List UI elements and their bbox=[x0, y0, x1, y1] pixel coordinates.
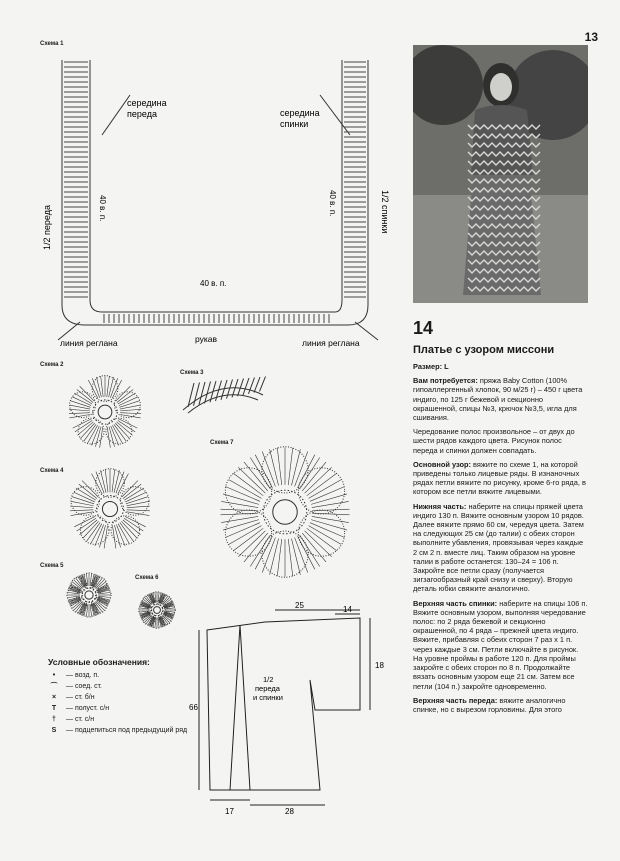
scheme-7-label: Схема 7 bbox=[210, 440, 234, 446]
pattern-number: 14 bbox=[413, 318, 434, 338]
legend-symbol: ⌒ bbox=[50, 683, 58, 690]
legend-symbol: × bbox=[51, 694, 57, 701]
scheme-6-label: Схема 6 bbox=[135, 575, 159, 581]
ch40-left: 40 в. п. bbox=[98, 195, 107, 222]
legend-symbol: † bbox=[52, 716, 56, 723]
scheme-3-motif bbox=[178, 375, 268, 420]
legend-text: — полуст. с/н bbox=[66, 705, 110, 712]
scheme-5-motif bbox=[62, 570, 117, 620]
legend-text: — ст. б/н bbox=[66, 694, 95, 701]
scheme-3-label: Схема 3 bbox=[180, 370, 204, 376]
raglan-right: линия реглана bbox=[302, 338, 360, 348]
legend-item bbox=[48, 681, 198, 692]
size-label: Размер: bbox=[413, 362, 443, 371]
legend-title: Условные обозначения: bbox=[48, 657, 150, 667]
half-pattern-label: 1/2 переда и спинки bbox=[253, 675, 283, 702]
legend-text: — подцепиться под предыдущий ряд bbox=[66, 727, 188, 734]
model-photo bbox=[413, 45, 588, 303]
legend-text: — возд. п. bbox=[66, 672, 100, 679]
scheme-1-diagram bbox=[30, 50, 400, 360]
mid-front-label: середина переда bbox=[127, 98, 167, 119]
raglan-left: линия реглана bbox=[60, 338, 118, 348]
front-label: Верхняя часть переда: bbox=[413, 695, 498, 705]
back-label: Верхняя часть спинки: bbox=[413, 598, 498, 608]
mid-back-label: середина спинки bbox=[280, 108, 320, 129]
lower-label: Нижняя часть: bbox=[413, 501, 467, 511]
half-back-label: 1/2 спинки bbox=[380, 190, 390, 234]
legend-symbol: • bbox=[52, 672, 56, 679]
scheme-1-label: Схема 1 bbox=[40, 41, 64, 47]
legend-item bbox=[48, 692, 198, 703]
need-label: Вам потребуется: bbox=[413, 376, 478, 386]
garment-pattern bbox=[185, 600, 400, 820]
main-text: вяжите по схеме 1, на которой приведены только лицевые ряды. В изнаночных рядах петли вяжите по рисунку, кроме 6-го ряда, в котором все петли вяжите лицевыми. bbox=[413, 459, 586, 497]
scheme-6-motif bbox=[135, 588, 180, 633]
sleeve-label: рукав bbox=[195, 334, 218, 344]
size-value: L bbox=[444, 362, 449, 371]
ch40-right: 40 в. п. bbox=[328, 190, 337, 217]
legend-item bbox=[48, 670, 198, 681]
pattern-title: Платье с узором миссони bbox=[413, 344, 555, 356]
dim-28: 28 bbox=[285, 807, 294, 816]
lower-text: наберите на спицы пряжей цвета индиго 130 п. Вяжите основным узором 10 рядов. Далее вяжите прямо 60 см, чередуя цвета. Затем на следующих 25 см (до талии) с обеих сторон выполните убавления, провязывая через каждые 2 см 2 п. вместе лиц. Таким образом на уровне талии в работе останется: 130–24 = 106 п. Закройте все петли сразу (получается зигзагообразный край снизу и сверху). Вторую деталь юбки свяжите аналогично. bbox=[413, 501, 584, 594]
dim-14: 14 bbox=[343, 605, 352, 614]
legend-item bbox=[48, 703, 198, 714]
legend-symbol: T bbox=[51, 705, 57, 712]
front-text: вяжите аналогично спинке, но с вырезом горловины. Для этого bbox=[413, 695, 566, 714]
back-text: наберите на спицы 106 п. Вяжите основным узором, выполняя чередование полос: по 2 ряда бежевой и секционно окрашенной, по 4 ряда – прежней цвета индиго. Вяжите, прибавляя с обеих сторон 7 раз х 1 п. через каждые 3 см. Петли включайте в рисунок. На уровне проймы в работе 120 п. Для проймы закройте с обеих сторон по 8 п. Продолжайте вязать основным узором еще 21 см. Затем все петли (104 п.) закройте одновременно. bbox=[413, 598, 588, 691]
dim-18: 18 bbox=[375, 661, 384, 670]
scheme-2-label: Схема 2 bbox=[40, 362, 64, 368]
need-text: пряжа Baby Cotton (100% гипоаллергенный хлопок, 90 м/25 г) – 450 г цвета индиго, по 125 г бежевой и секционно окрашенной, спицы №3, крючок №3,5, игла для сшивания. bbox=[413, 376, 583, 423]
legend-item bbox=[48, 725, 198, 736]
scheme-5-label: Схема 5 bbox=[40, 563, 64, 569]
scheme-2-flower bbox=[60, 370, 150, 455]
legend-text: — ст. с/н bbox=[66, 716, 95, 723]
legend bbox=[48, 657, 198, 736]
dim-66: 66 bbox=[189, 703, 198, 712]
instructions-text bbox=[413, 362, 588, 719]
half-front-label: 1/2 переда bbox=[42, 205, 52, 250]
dim-17: 17 bbox=[225, 807, 234, 816]
scheme-4-flower bbox=[60, 462, 160, 557]
stripes-text: Чередование полос произвольное – от двух до шести рядов каждого цвета. Рисунок полос переда и спинки должен совпадать. bbox=[413, 427, 575, 455]
dim-25: 25 bbox=[295, 601, 304, 610]
page-number: 13 bbox=[584, 30, 598, 44]
scheme-4-label: Схема 4 bbox=[40, 468, 64, 474]
legend-item bbox=[48, 714, 198, 725]
legend-text: — соед. ст. bbox=[66, 683, 103, 690]
ch40-bottom: 40 в. п. bbox=[200, 279, 227, 288]
scheme-7-flower bbox=[210, 440, 360, 585]
main-label: Основной узор: bbox=[413, 459, 471, 469]
legend-symbol: S bbox=[51, 727, 57, 734]
